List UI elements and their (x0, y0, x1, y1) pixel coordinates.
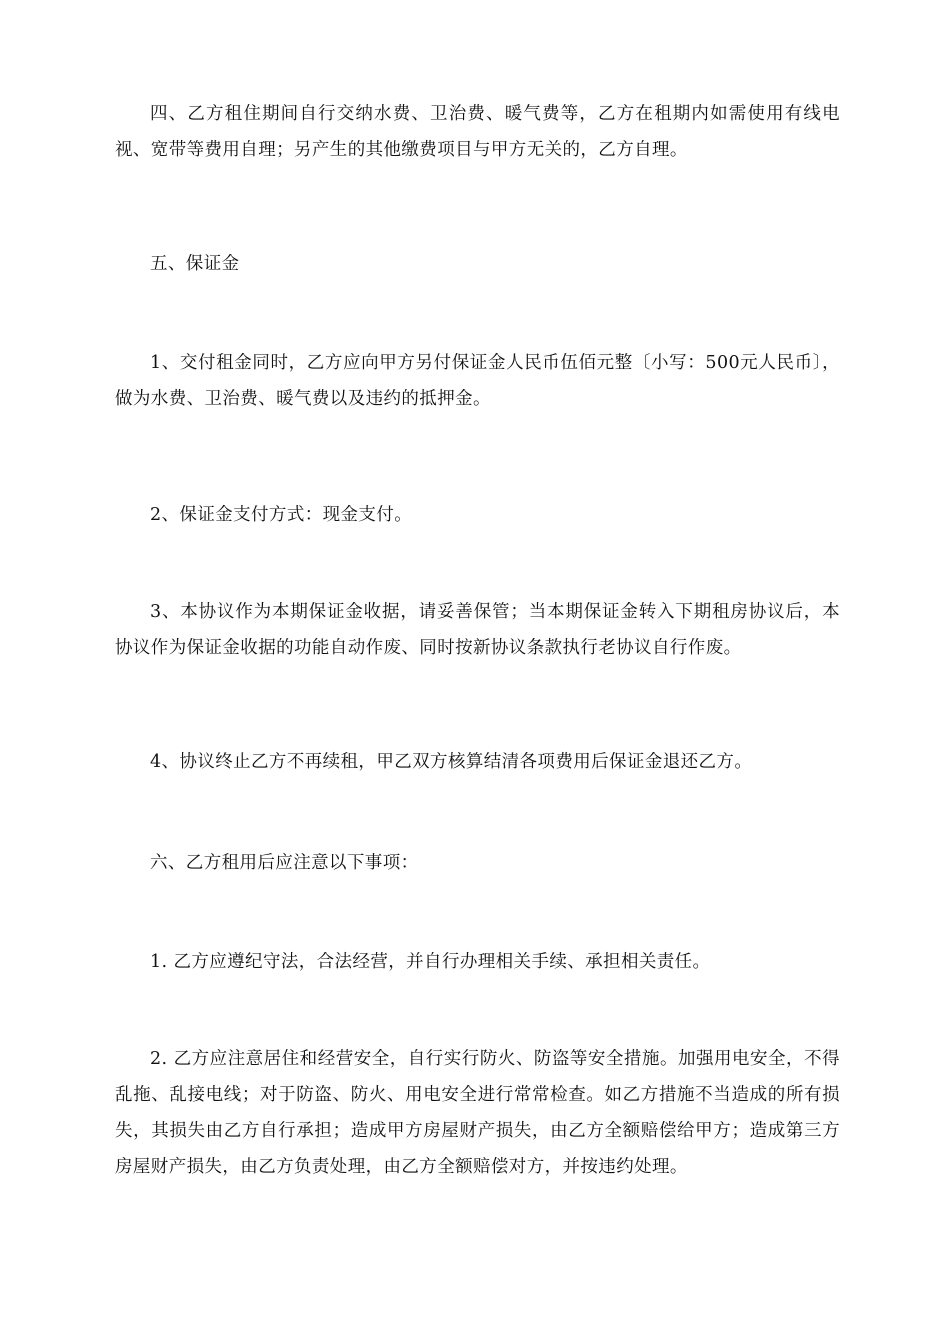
section-five-heading: 五、保证金 (150, 254, 240, 274)
clause-6-2-safety: 2. 乙方应注意居住和经营安全，自行实行防火、防盗等安全措施。加强用电安全，不得乱拖、乱接电线；对于防盗、防火、用电安全进行常常检查。如乙方措施不当造成的所有损失，其损失由乙方自行承担；造成甲方房屋财产损失，由乙方全额赔偿给甲方；造成第三方房屋财产损失，由乙方负责处理，由乙方全额赔偿对方，并按违约处理。 (115, 1049, 840, 1177)
section-six-heading: 六、乙方租用后应注意以下事项： (150, 853, 419, 873)
clause-5-2-payment-method: 2、保证金支付方式：现金支付。 (150, 505, 413, 525)
clause-6-1-compliance: 1. 乙方应遵纪守法，合法经营，并自行办理相关手续、承担相关责任。 (150, 952, 711, 972)
clause-four-utilities: 四、乙方租住期间自行交纳水费、卫治费、暖气费等，乙方在租期内如需使用有线电视、宽带等费用自理；另产生的其他缴费项目与甲方无关的，乙方自理。 (115, 104, 840, 160)
clause-5-4-refund: 4、协议终止乙方不再续租，甲乙双方核算结清各项费用后保证金退还乙方。 (150, 752, 753, 772)
clause-5-3-receipt: 3、本协议作为本期保证金收据，请妥善保管；当本期保证金转入下期租房协议后，本协议作为保证金收据的功能自动作废、同时按新协议条款执行老协议自行作废。 (115, 602, 840, 658)
clause-5-1-deposit-amount: 1、交付租金同时，乙方应向甲方另付保证金人民币伍佰元整〔小写：500元人民币〕，做为水费、卫治费、暖气费以及违约的抵押金。 (115, 353, 840, 409)
